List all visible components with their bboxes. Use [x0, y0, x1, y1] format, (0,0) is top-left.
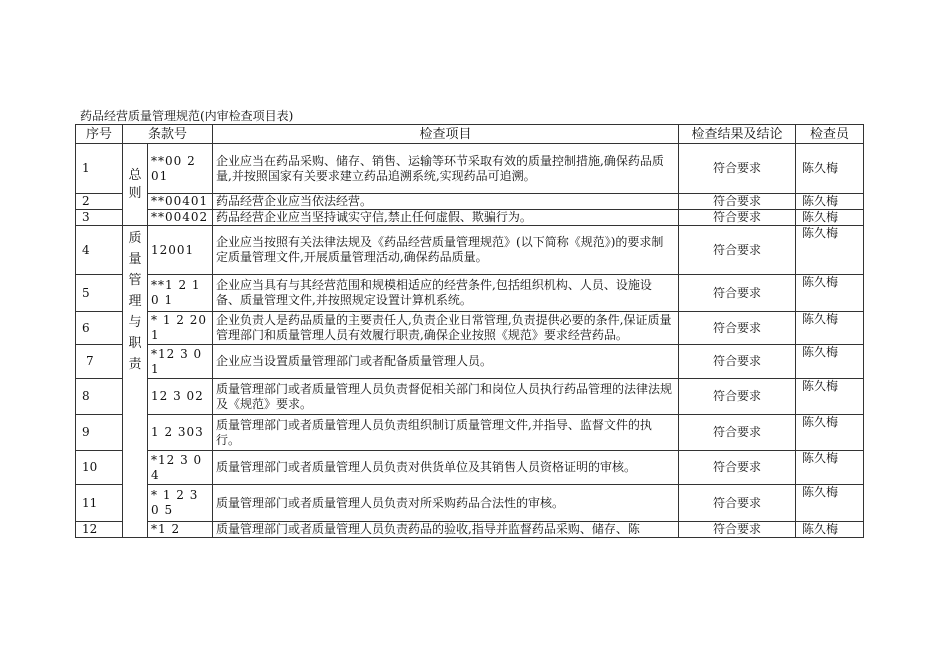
row-result: 符合要求	[679, 275, 796, 312]
header-result: 检查结果及结论	[679, 125, 796, 144]
row-item: 企业应当具有与其经营范围和规模相适应的经营条件,包括组织机构、人员、设施设备、质量管理文件,并按照规定设置计算机系统。	[213, 275, 679, 312]
row-item: 药品经营企业应当依法经营。	[213, 194, 679, 210]
row-code: *1 2	[148, 522, 213, 538]
row-result: 符合要求	[679, 485, 796, 522]
row-code: * 1 2 3 0 5	[148, 485, 213, 522]
row-result: 符合要求	[679, 194, 796, 210]
row-no: 1	[76, 144, 123, 194]
table-row	[76, 275, 864, 312]
row-no: 2	[76, 194, 123, 210]
row-result: 符合要求	[679, 345, 796, 379]
header-no: 序号	[76, 125, 123, 144]
table-row	[76, 194, 864, 210]
section-quality: 质量管理与职责	[123, 226, 148, 538]
row-no: 11	[76, 485, 123, 522]
row-no: 7	[76, 345, 123, 379]
header-inspector: 检查员	[796, 125, 864, 144]
row-code: **00401	[148, 194, 213, 210]
header-code: 条款号	[123, 125, 213, 144]
table-row	[76, 522, 864, 538]
row-inspector: 陈久梅	[796, 345, 864, 379]
row-item: 企业应当在药品采购、储存、销售、运输等环节采取有效的质量控制措施,确保药品质量,并按照国家有关要求建立药品追溯系统,实现药品可追溯。	[213, 144, 679, 194]
row-inspector: 陈久梅	[796, 485, 864, 522]
row-code: **1 2 1 0 1	[148, 275, 213, 312]
table-row	[76, 345, 864, 379]
row-item: 企业应当按照有关法律法规及《药品经营质量管理规范》(以下简称《规范》)的要求制定质量管理文件,开展质量管理活动,确保药品质量。	[213, 226, 679, 275]
row-inspector: 陈久梅	[796, 194, 864, 210]
row-code: **00402	[148, 210, 213, 226]
row-item: 药品经营企业应当坚持诚实守信,禁止任何虚假、欺骗行为。	[213, 210, 679, 226]
table-row	[76, 144, 864, 194]
row-result: 符合要求	[679, 312, 796, 345]
table-header-row	[76, 125, 864, 144]
inspection-table	[75, 124, 864, 538]
row-item: 质量管理部门或者质量管理人员负责对所采购药品合法性的审核。	[213, 485, 679, 522]
page-title: 药品经营质量管理规范(内审检查项目表)	[80, 109, 294, 123]
row-item: 企业应当设置质量管理部门或者配备质量管理人员。	[213, 345, 679, 379]
row-no: 8	[76, 379, 123, 415]
row-code: *12 3 0 4	[148, 451, 213, 485]
row-code: * 1 2 20 1	[148, 312, 213, 345]
row-inspector: 陈久梅	[796, 275, 864, 312]
row-no: 12	[76, 522, 123, 538]
row-inspector: 陈久梅	[796, 210, 864, 226]
row-result: 符合要求	[679, 379, 796, 415]
row-code: 12 3 02	[148, 379, 213, 415]
row-inspector: 陈久梅	[796, 226, 864, 275]
row-code: **00 2 01	[148, 144, 213, 194]
table-row	[76, 485, 864, 522]
table-row	[76, 415, 864, 451]
row-no: 6	[76, 312, 123, 345]
row-item: 企业负责人是药品质量的主要责任人,负责企业日常管理,负责提供必要的条件,保证质量管理部门和质量管理人员有效履行职责,确保企业按照《规范》要求经营药品。	[213, 312, 679, 345]
row-no: 5	[76, 275, 123, 312]
row-code: *12 3 01	[148, 345, 213, 379]
table-row	[76, 451, 864, 485]
table-row	[76, 210, 864, 226]
row-item: 质量管理部门或者质量管理人员负责药品的验收,指导并监督药品采购、储存、陈	[213, 522, 679, 538]
section-general: 总则	[123, 144, 148, 226]
row-item: 质量管理部门或者质量管理人员负责组织制订质量管理文件,并指导、监督文件的执行。	[213, 415, 679, 451]
row-result: 符合要求	[679, 522, 796, 538]
row-result: 符合要求	[679, 226, 796, 275]
table-row	[76, 379, 864, 415]
row-result: 符合要求	[679, 451, 796, 485]
row-code: 1 2 303	[148, 415, 213, 451]
row-item: 质量管理部门或者质量管理人员负责督促相关部门和岗位人员执行药品管理的法律法规及《规范》要求。	[213, 379, 679, 415]
header-item: 检查项目	[213, 125, 679, 144]
row-no: 3	[76, 210, 123, 226]
row-inspector: 陈久梅	[796, 451, 864, 485]
row-no: 10	[76, 451, 123, 485]
row-item: 质量管理部门或者质量管理人员负责对供货单位及其销售人员资格证明的审核。	[213, 451, 679, 485]
row-inspector: 陈久梅	[796, 144, 864, 194]
row-code: 12001	[148, 226, 213, 275]
row-no: 4	[76, 226, 123, 275]
row-inspector: 陈久梅	[796, 522, 864, 538]
table-row	[76, 312, 864, 345]
row-inspector: 陈久梅	[796, 415, 864, 451]
row-inspector: 陈久梅	[796, 312, 864, 345]
table-row	[76, 226, 864, 275]
row-result: 符合要求	[679, 210, 796, 226]
row-result: 符合要求	[679, 144, 796, 194]
row-inspector: 陈久梅	[796, 379, 864, 415]
row-result: 符合要求	[679, 415, 796, 451]
row-no: 9	[76, 415, 123, 451]
